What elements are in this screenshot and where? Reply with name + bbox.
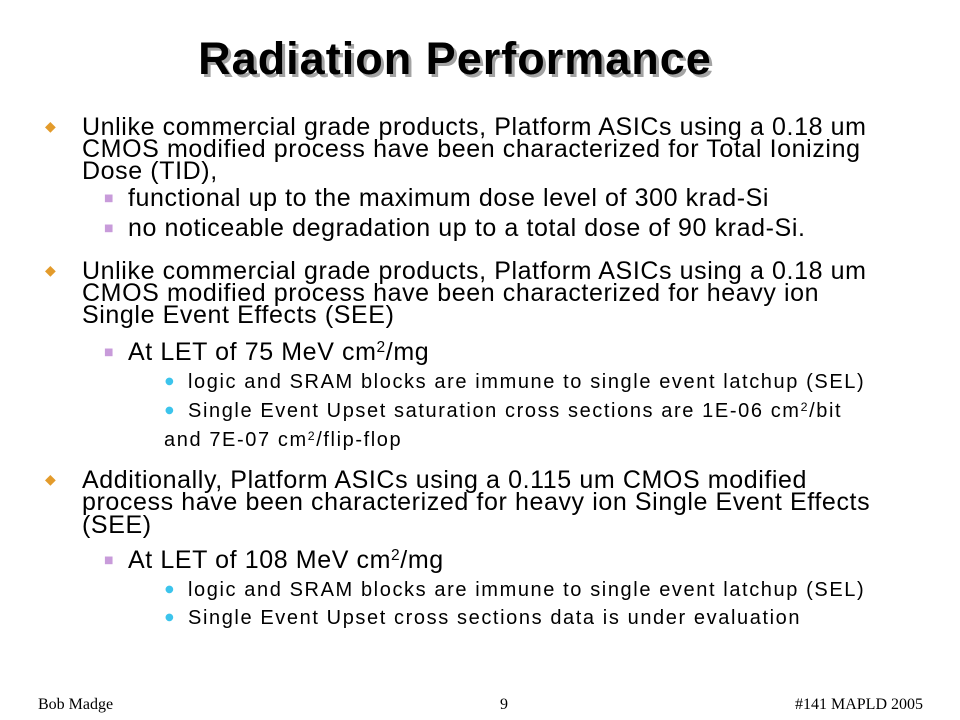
sub-bullet-text: functional up to the maximum dose level of 300 krad-Si [128,184,770,212]
diamond-bullet-icon: ◆ [45,472,56,488]
bullet-text-line: CMOS modified process have been characterized for heavy ion [82,279,820,307]
bullet-text-line: (SEE) [82,511,152,539]
dot-bullet-icon: ● [165,584,174,595]
square-bullet-icon: ■ [104,193,114,204]
bullet-text-line: Additionally, Platform ASICs using a 0.115 um CMOS modified [82,466,808,494]
footer-event: #141 MAPLD 2005 [794,696,923,713]
detail-bullet-text [188,400,842,422]
slide-title: Radiation Performance [198,33,712,84]
bullet-text-line: Unlike commercial grade products, Platform ASICs using a 0.18 um [82,113,867,141]
sub-bullet-text: no noticeable degradation up to a total dose of 90 krad-Si. [128,214,806,242]
text-part: Single Event Upset saturation cross sections are 1E-06 cm [188,400,801,422]
dot-bullet-icon: ● [165,405,174,416]
detail-bullet-text: Single Event Upset cross sections data is under evaluation [188,607,802,629]
superscript: 2 [391,547,401,565]
sub-bullet-text [128,338,430,366]
square-bullet-icon: ■ [104,555,114,566]
bullet-text-line: Unlike commercial grade products, Platform ASICs using a 0.18 um [82,257,867,285]
superscript: 2 [800,399,810,414]
square-bullet-icon: ■ [104,223,114,234]
footer-author: Bob Madge [38,696,114,713]
text-part: /flip-flop [316,429,403,451]
superscript: 2 [307,428,317,443]
bullet-text-line: process have been characterized for heavy ion Single Event Effects [82,488,871,516]
square-bullet-icon: ■ [104,347,114,358]
text-part: /bit [809,400,843,422]
detail-bullet-text: logic and SRAM blocks are immune to single event latchup (SEL) [188,579,866,601]
diamond-bullet-icon: ◆ [45,263,56,279]
text-part: At LET of 75 MeV cm [128,338,377,366]
sub-bullet-text [128,546,444,574]
diamond-bullet-icon: ◆ [45,119,56,135]
bullet-text-line: Single Event Effects (SEE) [82,301,395,329]
superscript: 2 [376,339,386,357]
footer-page-number: 9 [500,696,508,713]
text-part: and 7E-07 cm [164,429,308,451]
detail-bullet-text: logic and SRAM blocks are immune to single event latchup (SEL) [188,371,866,393]
text-part: At LET of 108 MeV cm [128,546,392,574]
bullet-text-line: Dose (TID), [82,157,218,185]
text-part: /mg [400,546,444,574]
text-part: /mg [385,338,430,366]
detail-bullet-continuation [164,429,402,451]
bullet-text-line: CMOS modified process have been characterized for Total Ionizing [82,135,861,163]
dot-bullet-icon: ● [165,376,174,387]
dot-bullet-icon: ● [165,612,174,623]
